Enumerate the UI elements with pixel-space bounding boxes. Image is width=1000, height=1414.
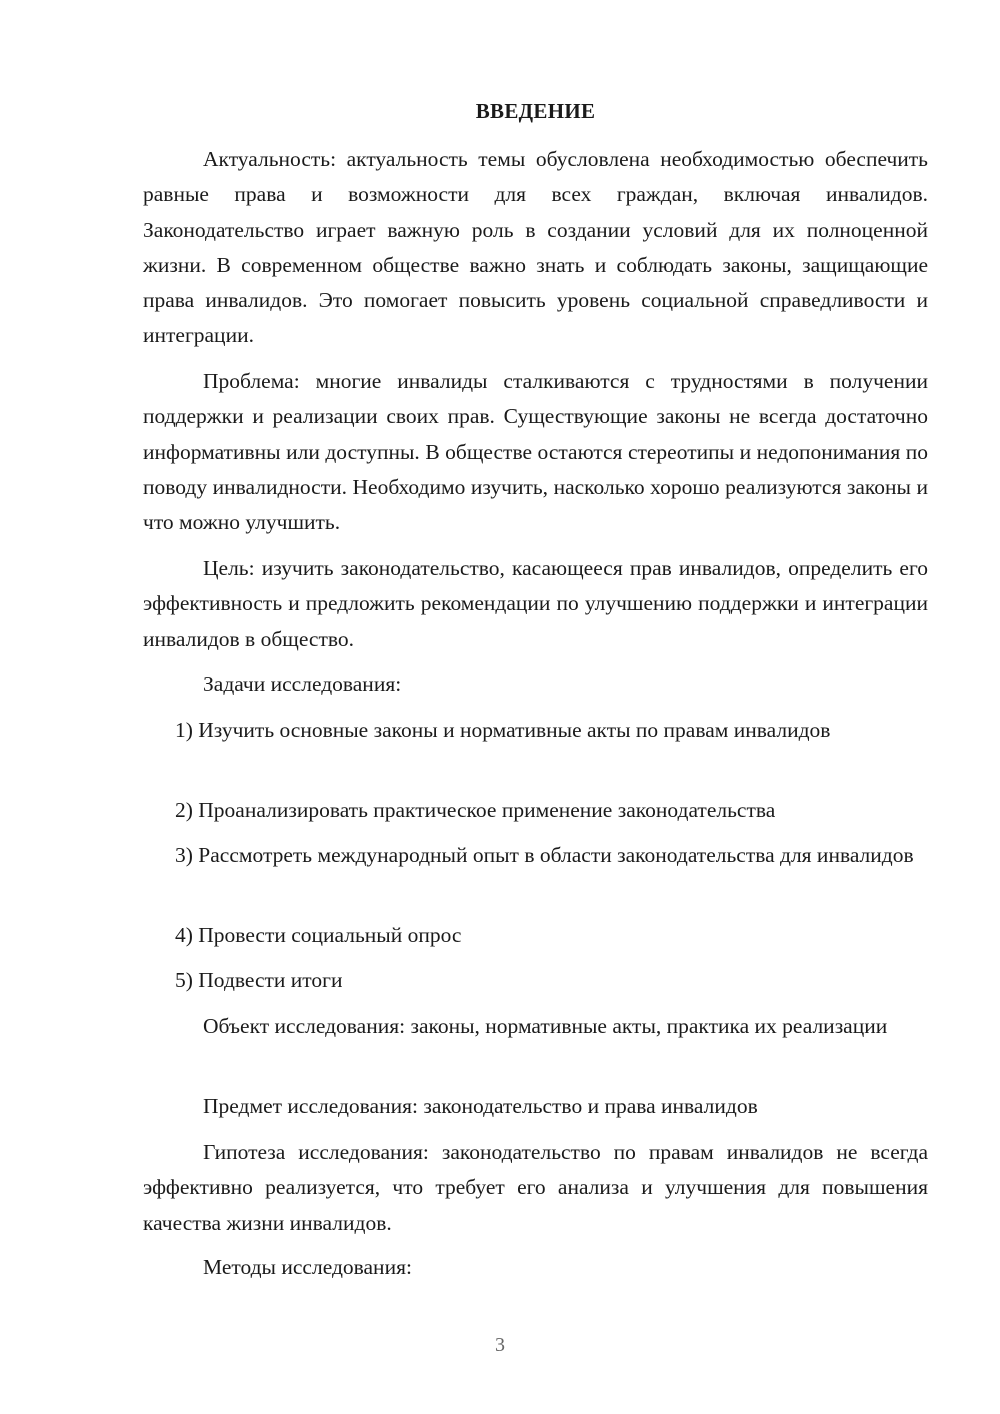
task-item-3: 3) Рассмотреть международный опыт в области законодательства для инвалидов (175, 843, 914, 867)
task-item-5: 5) Подвести итоги (175, 968, 343, 992)
paragraph-relevance: Актуальность: актуальность темы обусловлена необходимостью обеспечить равные права и возможности для всех граждан, включая инвалидов. Законодательство играет важную роль в создании условий для их полноценной жизни. В современном обществе важно знать и соблюдать законы, защищающие права инвалидов. Это помогает повысить уровень социальной справедливости и интеграции. (143, 147, 928, 348)
tasks-title: Задачи исследования: (203, 672, 402, 696)
paragraph-object: Объект исследования: законы, нормативные акты, практика их реализации (203, 1014, 888, 1038)
paragraph-goal: Цель: изучить законодательство, касающееся прав инвалидов, определить его эффективность и предложить рекомендации по улучшению поддержки и интеграции инвалидов в общество. (143, 556, 928, 651)
paragraph-problem: Проблема: многие инвалиды сталкиваются с трудностями в получении поддержки и реализации своих прав. Существующие законы не всегда достаточно информативны или доступны. В обществе остаются стереотипы и недопонимания по поводу инвалидности. Необходимо изучить, насколько хорошо реализуются законы и что можно улучшить. (143, 369, 928, 535)
paragraph-methods: Методы исследования: (203, 1255, 412, 1279)
page-number: 3 (495, 1334, 505, 1356)
task-item-4: 4) Провести социальный опрос (175, 923, 462, 947)
task-item-1: 1) Изучить основные законы и нормативные акты по правам инвалидов (175, 718, 831, 742)
paragraph-hypothesis: Гипотеза исследования: законодательство по правам инвалидов не всегда эффективно реализуется, что требует его анализа и улучшения для повышения качества жизни инвалидов. (143, 1140, 928, 1235)
paragraph-subject: Предмет исследования: законодательство и права инвалидов (203, 1094, 758, 1118)
section-heading: ВВЕДЕНИЕ (475, 99, 596, 123)
task-item-2: 2) Проанализировать практическое применение законодательства (175, 798, 776, 822)
